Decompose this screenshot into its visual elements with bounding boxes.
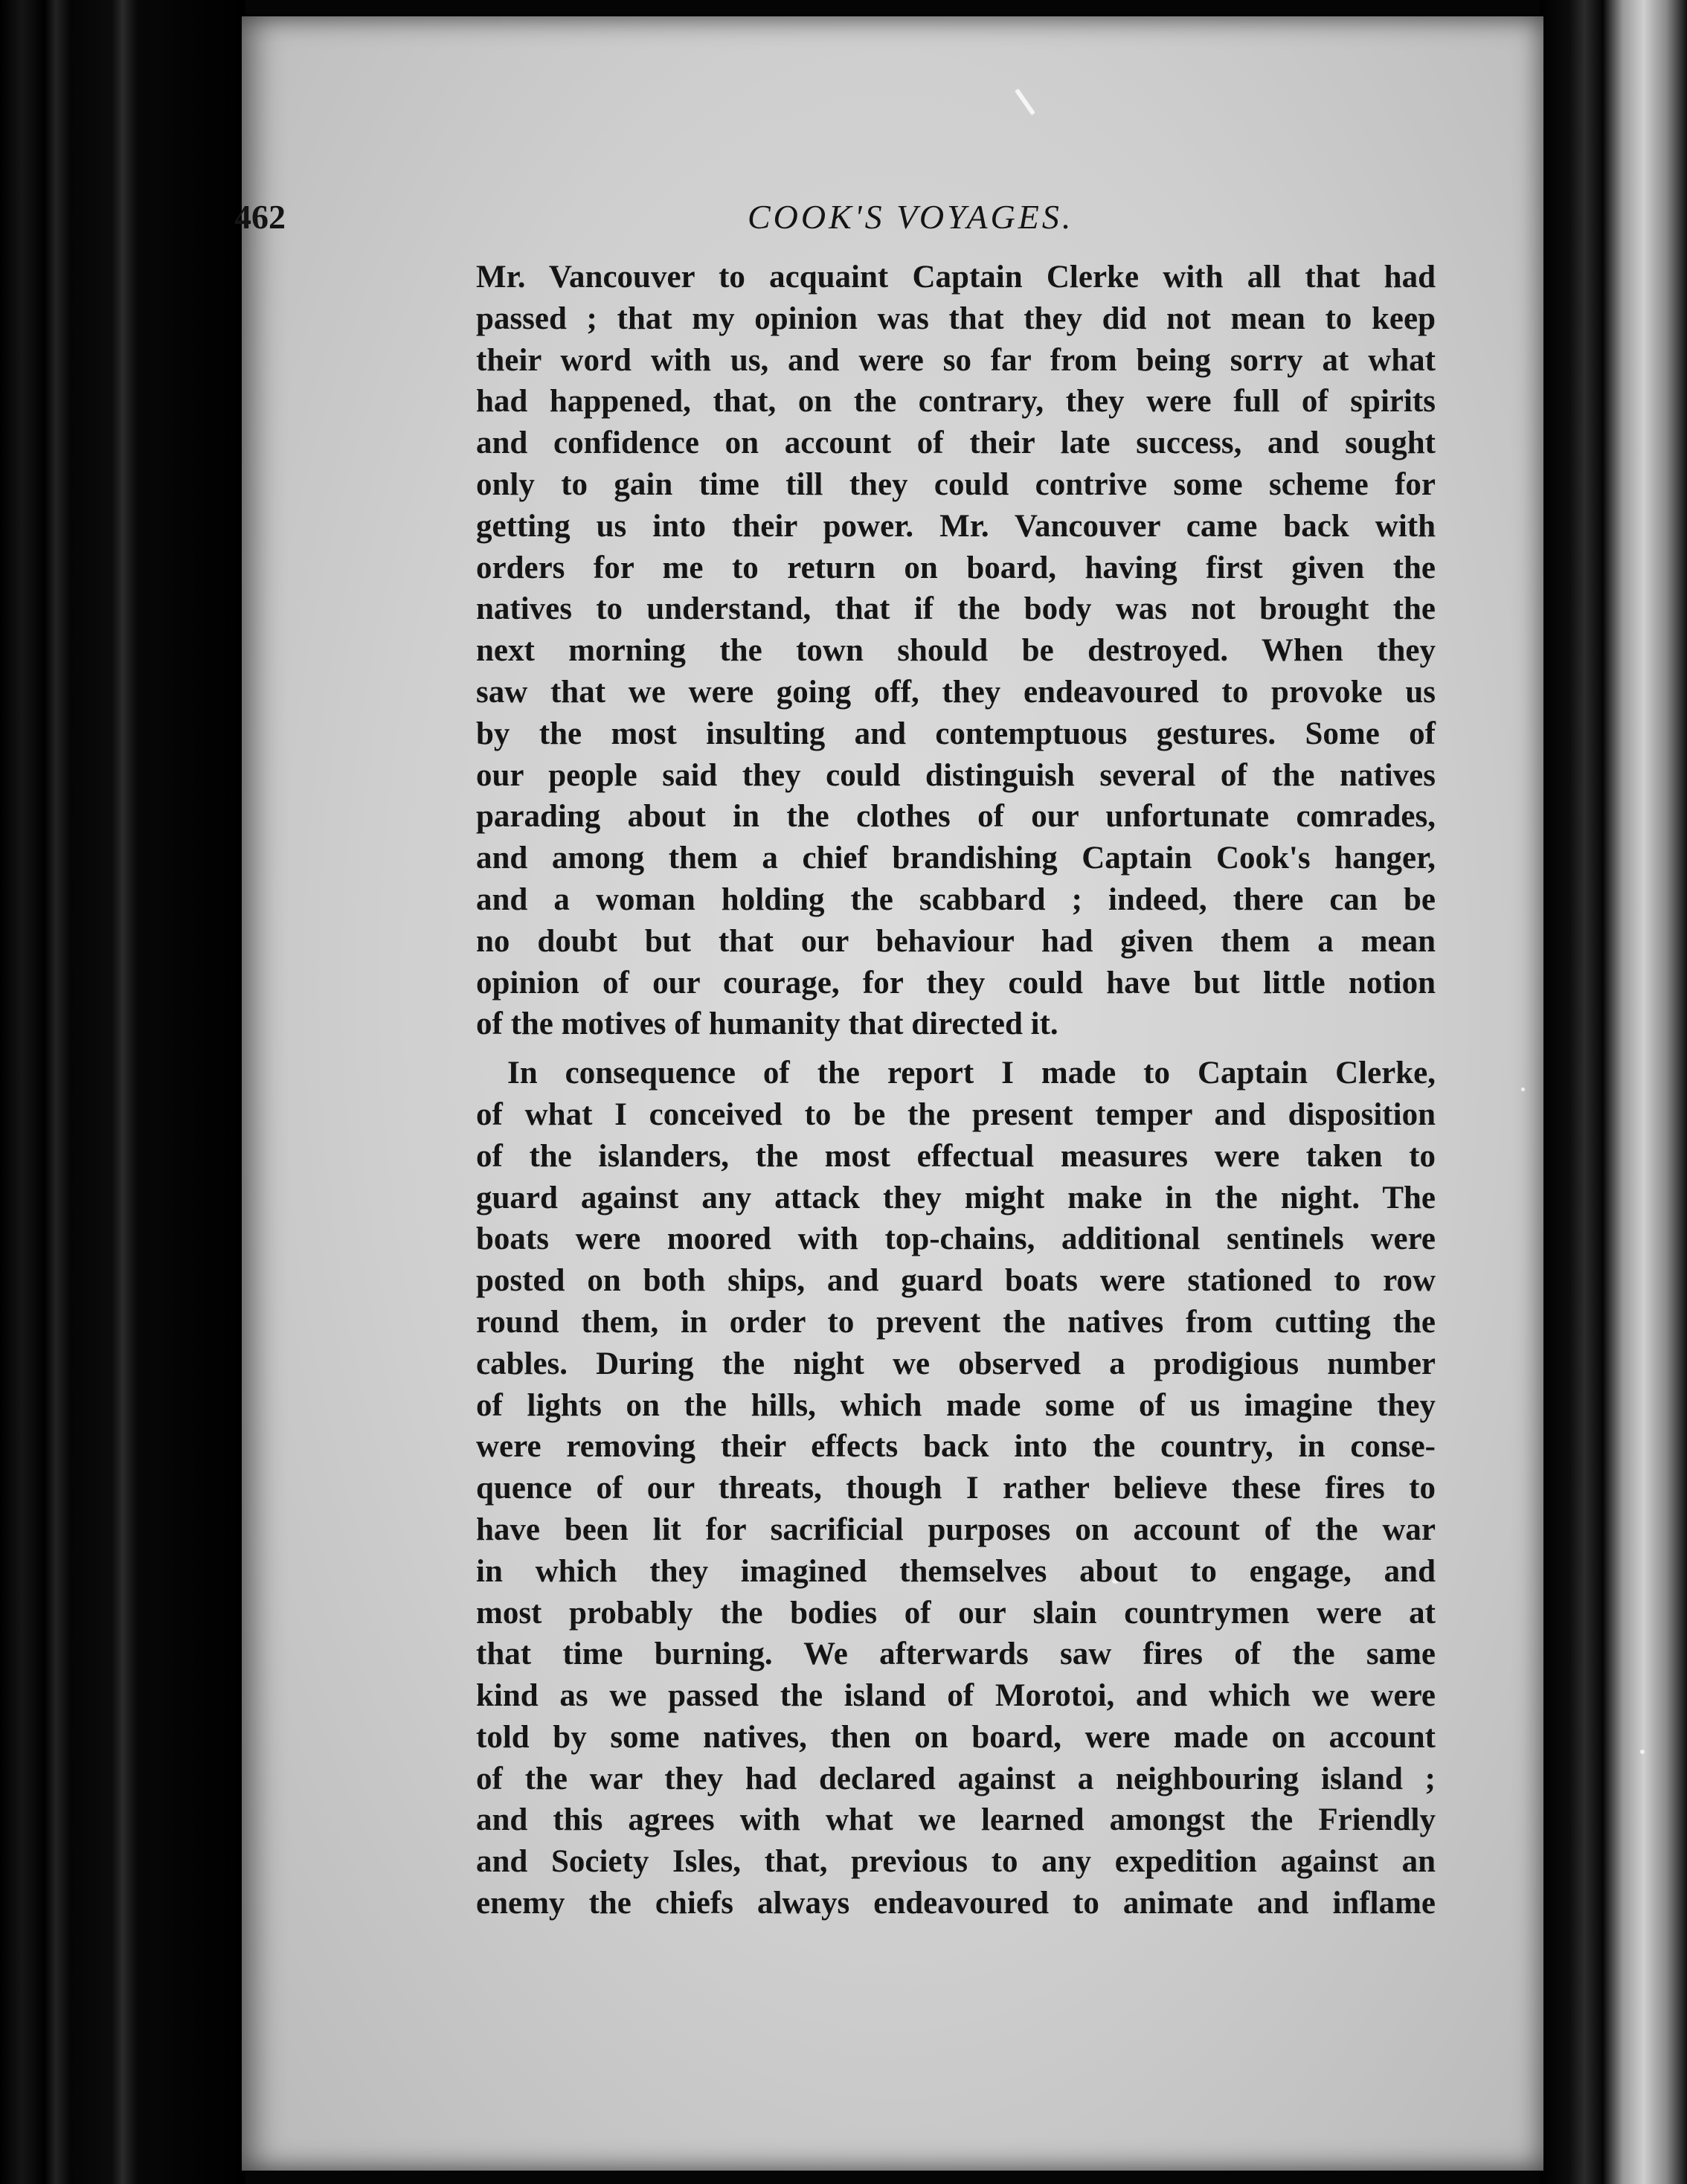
text-line: of the islanders, the most effectual measures were taken to xyxy=(476,1138,1436,1174)
text-line: our people said they could distinguish several of the natives xyxy=(476,757,1436,793)
text-line: quence of our threats, though I rather believe these fires to xyxy=(476,1471,1436,1506)
text-line: and this agrees with what we learned amongst the Friendly xyxy=(476,1802,1436,1838)
text-line: cables. During the night we observed a prodigious number xyxy=(476,1346,1436,1381)
text-line: In consequence of the report I made to Captain Clerke, xyxy=(507,1056,1436,1091)
text-line: of the motives of humanity that directed it. xyxy=(476,1006,1058,1042)
text-line: and confidence on account of their late success, and sought xyxy=(476,425,1436,461)
text-line: guard against any attack they might make in the night. The xyxy=(476,1180,1436,1215)
text-line: of lights on the hills, which made some of us imagine they xyxy=(476,1387,1436,1423)
text-line: no doubt but that our behaviour had given them a mean xyxy=(476,923,1436,959)
text-line: opinion of our courage, for they could have but little notion xyxy=(476,965,1436,1001)
left-film-edge xyxy=(0,0,245,2184)
text-line: round them, in order to prevent the natives from cutting the xyxy=(476,1304,1436,1340)
text-line: next morning the town should be destroyed. When they xyxy=(476,633,1436,669)
running-title: COOK'S VOYAGES. xyxy=(748,198,1074,236)
text-line: were removing their effects back into the country, in conse- xyxy=(476,1429,1436,1465)
text-line: boats were moored with top-chains, additional sentinels were xyxy=(476,1221,1436,1257)
text-line: that time burning. We afterwards saw fires of the same xyxy=(476,1637,1436,1672)
page-number: 462 xyxy=(234,198,286,236)
text-line: told by some natives, then on board, were made on account xyxy=(476,1719,1436,1755)
text-line: getting us into their power. Mr. Vancouver came back with xyxy=(476,508,1436,544)
text-line: orders for me to return on board, having first given the xyxy=(476,550,1436,585)
text-line: and a woman holding the scabbard ; indeed, there can be xyxy=(476,881,1436,917)
body-text xyxy=(476,257,1436,1924)
text-line: Mr. Vancouver to acquaint Captain Clerke with all that had xyxy=(476,260,1436,295)
text-line: posted on both ships, and guard boats were stationed to row xyxy=(476,1263,1436,1299)
text-line: of the war they had declared against a neighbouring island ; xyxy=(476,1761,1436,1796)
text-line: by the most insulting and contemptuous gestures. Some of xyxy=(476,716,1436,751)
text-line: enemy the chiefs always endeavoured to animate and inflame xyxy=(476,1886,1436,1921)
text-line: had happened, that, on the contrary, they were full of spirits xyxy=(476,384,1436,420)
text-line: parading about in the clothes of our unfortunate comrades, xyxy=(476,799,1436,835)
text-line: natives to understand, that if the body was not brought the xyxy=(476,591,1436,627)
paragraph-1 xyxy=(476,257,1436,1045)
right-film-edge xyxy=(1540,0,1687,2184)
text-line: kind as we passed the island of Morotoi, and which we were xyxy=(476,1678,1436,1714)
text-line: in which they imagined themselves about to engage, and xyxy=(476,1553,1436,1589)
text-line: their word with us, and were so far from being sorry at what xyxy=(476,342,1436,378)
text-line: only to gain time till they could contrive some scheme for xyxy=(476,466,1436,502)
text-line: and Society Isles, that, previous to any expedition against an xyxy=(476,1844,1436,1880)
paragraph-2 xyxy=(476,1053,1436,1924)
text-line: most probably the bodies of our slain countrymen were at xyxy=(476,1595,1436,1631)
running-head xyxy=(234,197,1499,249)
text-line: and among them a chief brandishing Captain Cook's hanger, xyxy=(476,841,1436,876)
text-line: passed ; that my opinion was that they did not mean to keep xyxy=(476,301,1436,336)
text-line: of what I conceived to be the present temper and disposition xyxy=(476,1096,1436,1132)
text-line: saw that we were going off, they endeavoured to provoke us xyxy=(476,674,1436,710)
text-line: have been lit for sacrificial purposes on account of the war xyxy=(476,1512,1436,1547)
